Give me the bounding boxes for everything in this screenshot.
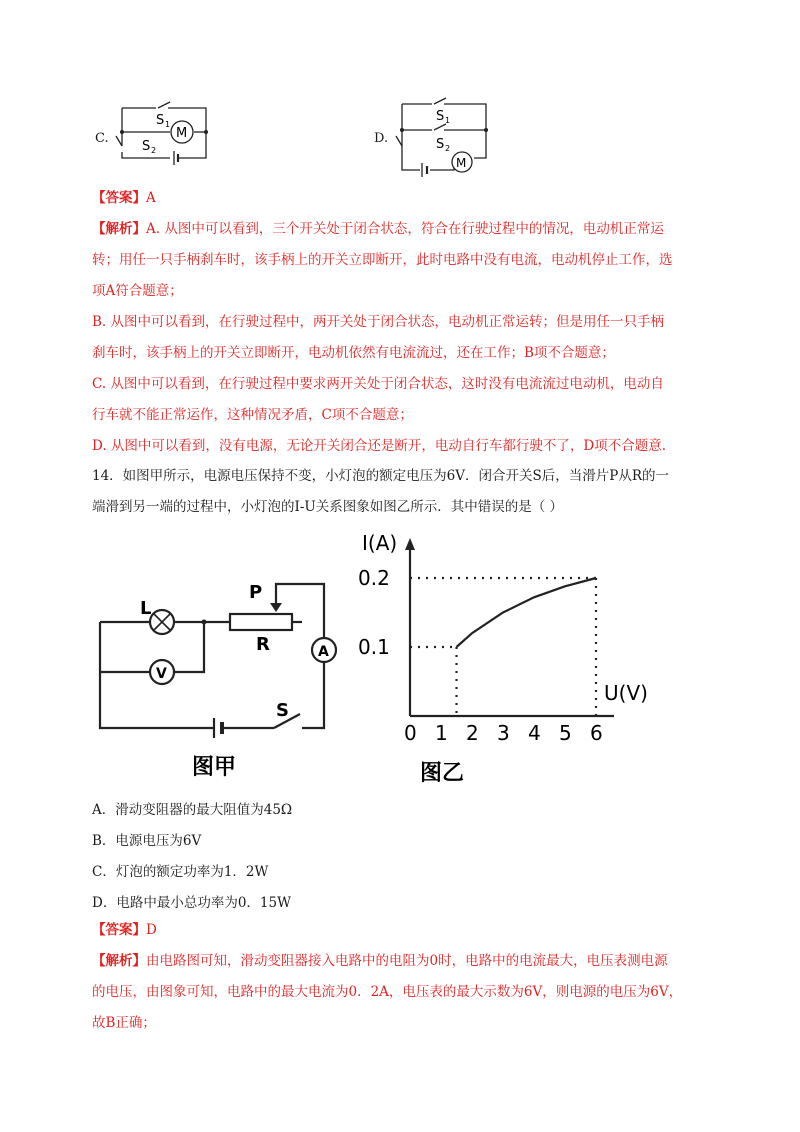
q14-analysis-line-0 xyxy=(92,951,732,971)
x-axis-label: U(V) xyxy=(604,681,648,705)
figure-yi-caption: 图乙 xyxy=(420,761,465,786)
q14-option-a: A．滑动变阻器的最大阻值为45Ω xyxy=(92,802,293,818)
motor-label: M xyxy=(176,126,188,141)
option-c-label: C. xyxy=(95,131,109,146)
analysis-text: A. 从图中可以看到，三个开关处于闭合状态，符合在行驶过程中的情况，电动机正常运 xyxy=(146,221,664,237)
q13-analysis-line-3: B. 从图中可以看到，在行驶过程中，两开关处于闭合状态，电动机正常运转；但是用任一只手柄 xyxy=(92,314,665,330)
q13-analysis-line-7: D. 从图中可以看到，没有电源，无论开关闭合还是断开，电动自行车都行驶不了，D项不合题意. xyxy=(92,438,667,454)
option-d-label: D. xyxy=(374,131,389,146)
figure-jia-caption: 图甲 xyxy=(192,755,237,780)
option-d-circuit xyxy=(392,96,492,178)
analysis-tag: 【解析】 xyxy=(92,953,146,969)
answer-tag: 【答案】 xyxy=(92,922,146,938)
q14-option-c: C．灯泡的额定功率为1．2W xyxy=(92,864,269,880)
motor-label: M xyxy=(456,156,467,170)
q14-option-d: D．电路中最小总功率为0．15W xyxy=(92,895,291,911)
q14-stem-line-1: 14．如图甲所示，电源电压保持不变，小灯泡的额定电压为6V．闭合开关S后，当滑片P从R的一 xyxy=(92,468,670,484)
q13-analysis-line-0 xyxy=(92,219,732,239)
q14-option-b: B．电源电压为6V xyxy=(92,833,202,849)
q14-answer xyxy=(92,920,732,940)
y-axis-label: I(A) xyxy=(362,531,398,555)
q14-stem-line-2: 端滑到另一端的过程中，小灯泡的I-U关系图象如图乙所示．其中错误的是（ ） xyxy=(92,499,564,515)
analysis-tag: 【解析】 xyxy=(92,221,146,237)
x-tick-label: 1 xyxy=(435,721,448,745)
x-tick-label: 5 xyxy=(559,721,572,745)
resistor-label: R xyxy=(256,634,270,655)
x-tick-label: 3 xyxy=(497,721,510,745)
iu-curve xyxy=(457,578,597,647)
q13-analysis-line-4: 刹车时，该手柄上的开关立即断开，电动机依然有电流流过，还在工作；B项不合题意； xyxy=(92,345,615,361)
q13-analysis-line-5: C. 从图中可以看到，在行驶过程中要求两开关处于闭合状态，这时没有电流流过电动机，电动自 xyxy=(92,376,664,392)
answer-tag: 【答案】 xyxy=(92,190,146,206)
x-tick-label: 6 xyxy=(590,721,603,745)
lamp-label: L xyxy=(140,598,152,619)
s2-label: S xyxy=(436,137,445,152)
q14-analysis-line-1: 的电压，由图象可知，电路中的最大电流为0．2A，电压表的最大示数为6V，则电源的电压为6V， xyxy=(92,984,683,1000)
q14-analysis-line-2: 故B正确； xyxy=(92,1015,156,1031)
s2-sub: 2 xyxy=(445,144,451,153)
analysis-text: 由电路图可知，滑动变阻器接入电路中的电阻为0时，电路中的电流最大，电压表测电源 xyxy=(146,953,668,969)
s2-sub: 2 xyxy=(151,146,157,155)
s1-label: S xyxy=(436,109,445,124)
ammeter-label: A xyxy=(318,644,329,660)
s1-sub: 1 xyxy=(445,116,451,125)
y-tick-label: 0.2 xyxy=(358,566,390,590)
q13-analysis-line-6: 行车就不能正常运作，这种情况矛盾，C项不合题意； xyxy=(92,407,413,423)
slider-label: P xyxy=(249,582,263,603)
y-tick-label: 0.1 xyxy=(358,635,390,659)
figure-jia-circuit xyxy=(92,578,342,788)
q13-analysis-line-2: 项A符合题意； xyxy=(92,283,183,299)
x-tick-label: 4 xyxy=(528,721,541,745)
q13-answer xyxy=(92,188,732,208)
answer-value: D xyxy=(146,922,157,938)
option-c-circuit xyxy=(112,96,212,176)
answer-value: A xyxy=(146,190,156,206)
s2-label: S xyxy=(142,139,151,154)
switch-label: S xyxy=(276,700,289,721)
x-tick-label: 0 xyxy=(404,721,417,745)
voltmeter-label: V xyxy=(156,666,167,682)
x-tick-label: 2 xyxy=(466,721,479,745)
figure-yi-chart xyxy=(352,528,652,790)
q13-analysis-line-1: 转；用任一只手柄刹车时，该手柄上的开关立即断开，此时电路中没有电流，电动机停止工作，选 xyxy=(92,252,673,268)
s1-sub: 1 xyxy=(165,120,171,129)
s1-label: S xyxy=(156,113,165,128)
y-axis-arrow xyxy=(405,538,415,550)
